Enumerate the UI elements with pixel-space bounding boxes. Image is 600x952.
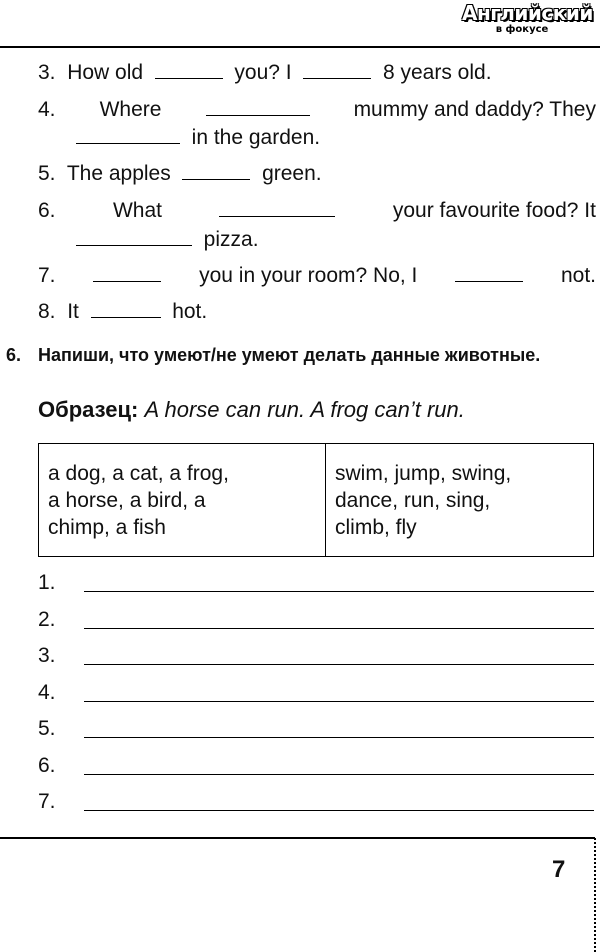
item-text: 8 years old. xyxy=(382,61,492,84)
item-text: pizza. xyxy=(203,228,259,251)
item-text: It xyxy=(67,300,79,323)
answer-blank[interactable] xyxy=(93,263,161,282)
answer-row xyxy=(38,570,594,596)
answer-number: 4. xyxy=(38,681,56,704)
task-number: 6. xyxy=(6,345,22,365)
answer-row xyxy=(38,753,594,779)
item-text: you in your room? No, I xyxy=(199,264,418,287)
item-number: 8. xyxy=(38,300,56,323)
actions-cell: swim, jump, swing, dance, run, sing, climb, fly xyxy=(335,462,512,539)
item-number: 7. xyxy=(38,264,56,287)
bottom-divider xyxy=(0,837,595,839)
answer-blank[interactable] xyxy=(76,125,180,144)
answer-line[interactable] xyxy=(84,701,594,702)
answer-number: 2. xyxy=(38,608,56,631)
exercise-item-4 xyxy=(38,97,596,123)
answer-blank[interactable] xyxy=(76,227,192,246)
answer-row xyxy=(38,680,594,706)
item-text: not. xyxy=(560,264,596,287)
answer-blank[interactable] xyxy=(455,263,523,282)
item-text: The apples xyxy=(66,162,171,185)
answer-number: 5. xyxy=(38,717,56,740)
exercise-item-6 xyxy=(38,198,596,224)
answer-line[interactable] xyxy=(84,810,594,811)
item-text: mummy and daddy? They xyxy=(353,98,596,121)
logo-title: Английский xyxy=(462,1,593,25)
page-number: 7 xyxy=(552,856,566,883)
exercise-item-6-cont xyxy=(76,227,259,253)
word-table xyxy=(38,443,594,557)
item-number: 4. xyxy=(38,98,56,121)
answer-line[interactable] xyxy=(84,737,594,738)
logo-subtitle: в фокусе xyxy=(495,24,549,35)
item-number: 6. xyxy=(38,199,56,222)
exercise-item-3 xyxy=(38,60,596,86)
answer-number: 3. xyxy=(38,644,56,667)
item-text: you? I xyxy=(234,61,292,84)
item-text: hot. xyxy=(172,300,208,323)
answer-blank[interactable] xyxy=(219,198,335,217)
animals-cell: a dog, a cat, a frog, a horse, a bird, a chimp, a fish xyxy=(39,444,326,556)
item-text: green. xyxy=(262,162,322,185)
answer-row xyxy=(38,607,594,633)
sample xyxy=(38,396,594,424)
answer-number: 7. xyxy=(38,790,56,813)
item-text: What xyxy=(112,199,162,222)
answer-blank[interactable] xyxy=(91,299,161,318)
answer-number: 6. xyxy=(38,754,56,777)
answer-row xyxy=(38,716,594,742)
answer-row xyxy=(38,643,594,669)
cut-line xyxy=(594,838,596,952)
answer-row xyxy=(38,789,594,815)
exercise-item-7 xyxy=(38,263,596,289)
exercise-item-5 xyxy=(38,161,322,187)
answer-line[interactable] xyxy=(84,664,594,665)
item-number: 3. xyxy=(38,61,56,84)
answer-line[interactable] xyxy=(84,591,594,592)
sample-label: Образец: xyxy=(38,397,139,422)
answer-blank[interactable] xyxy=(182,161,250,180)
answer-number: 1. xyxy=(38,571,56,594)
item-text: in the garden. xyxy=(191,126,321,149)
item-text: How old xyxy=(67,61,144,84)
answer-line[interactable] xyxy=(84,774,594,775)
top-divider xyxy=(0,46,600,48)
sample-text: A horse can run. A frog can’t run. xyxy=(144,397,465,422)
logo xyxy=(462,1,593,35)
exercise-item-4-cont xyxy=(76,125,320,151)
answer-blank[interactable] xyxy=(206,97,310,116)
answer-line[interactable] xyxy=(84,628,594,629)
item-text: your favourite food? It xyxy=(392,199,596,222)
item-text: Where xyxy=(99,98,162,121)
answer-blank[interactable] xyxy=(303,60,371,79)
task-instruction: Напиши, что умеют/не умеют делать данные животные. xyxy=(38,345,541,365)
item-number: 5. xyxy=(38,162,56,185)
answer-blank[interactable] xyxy=(155,60,223,79)
exercise-item-8 xyxy=(38,299,207,325)
